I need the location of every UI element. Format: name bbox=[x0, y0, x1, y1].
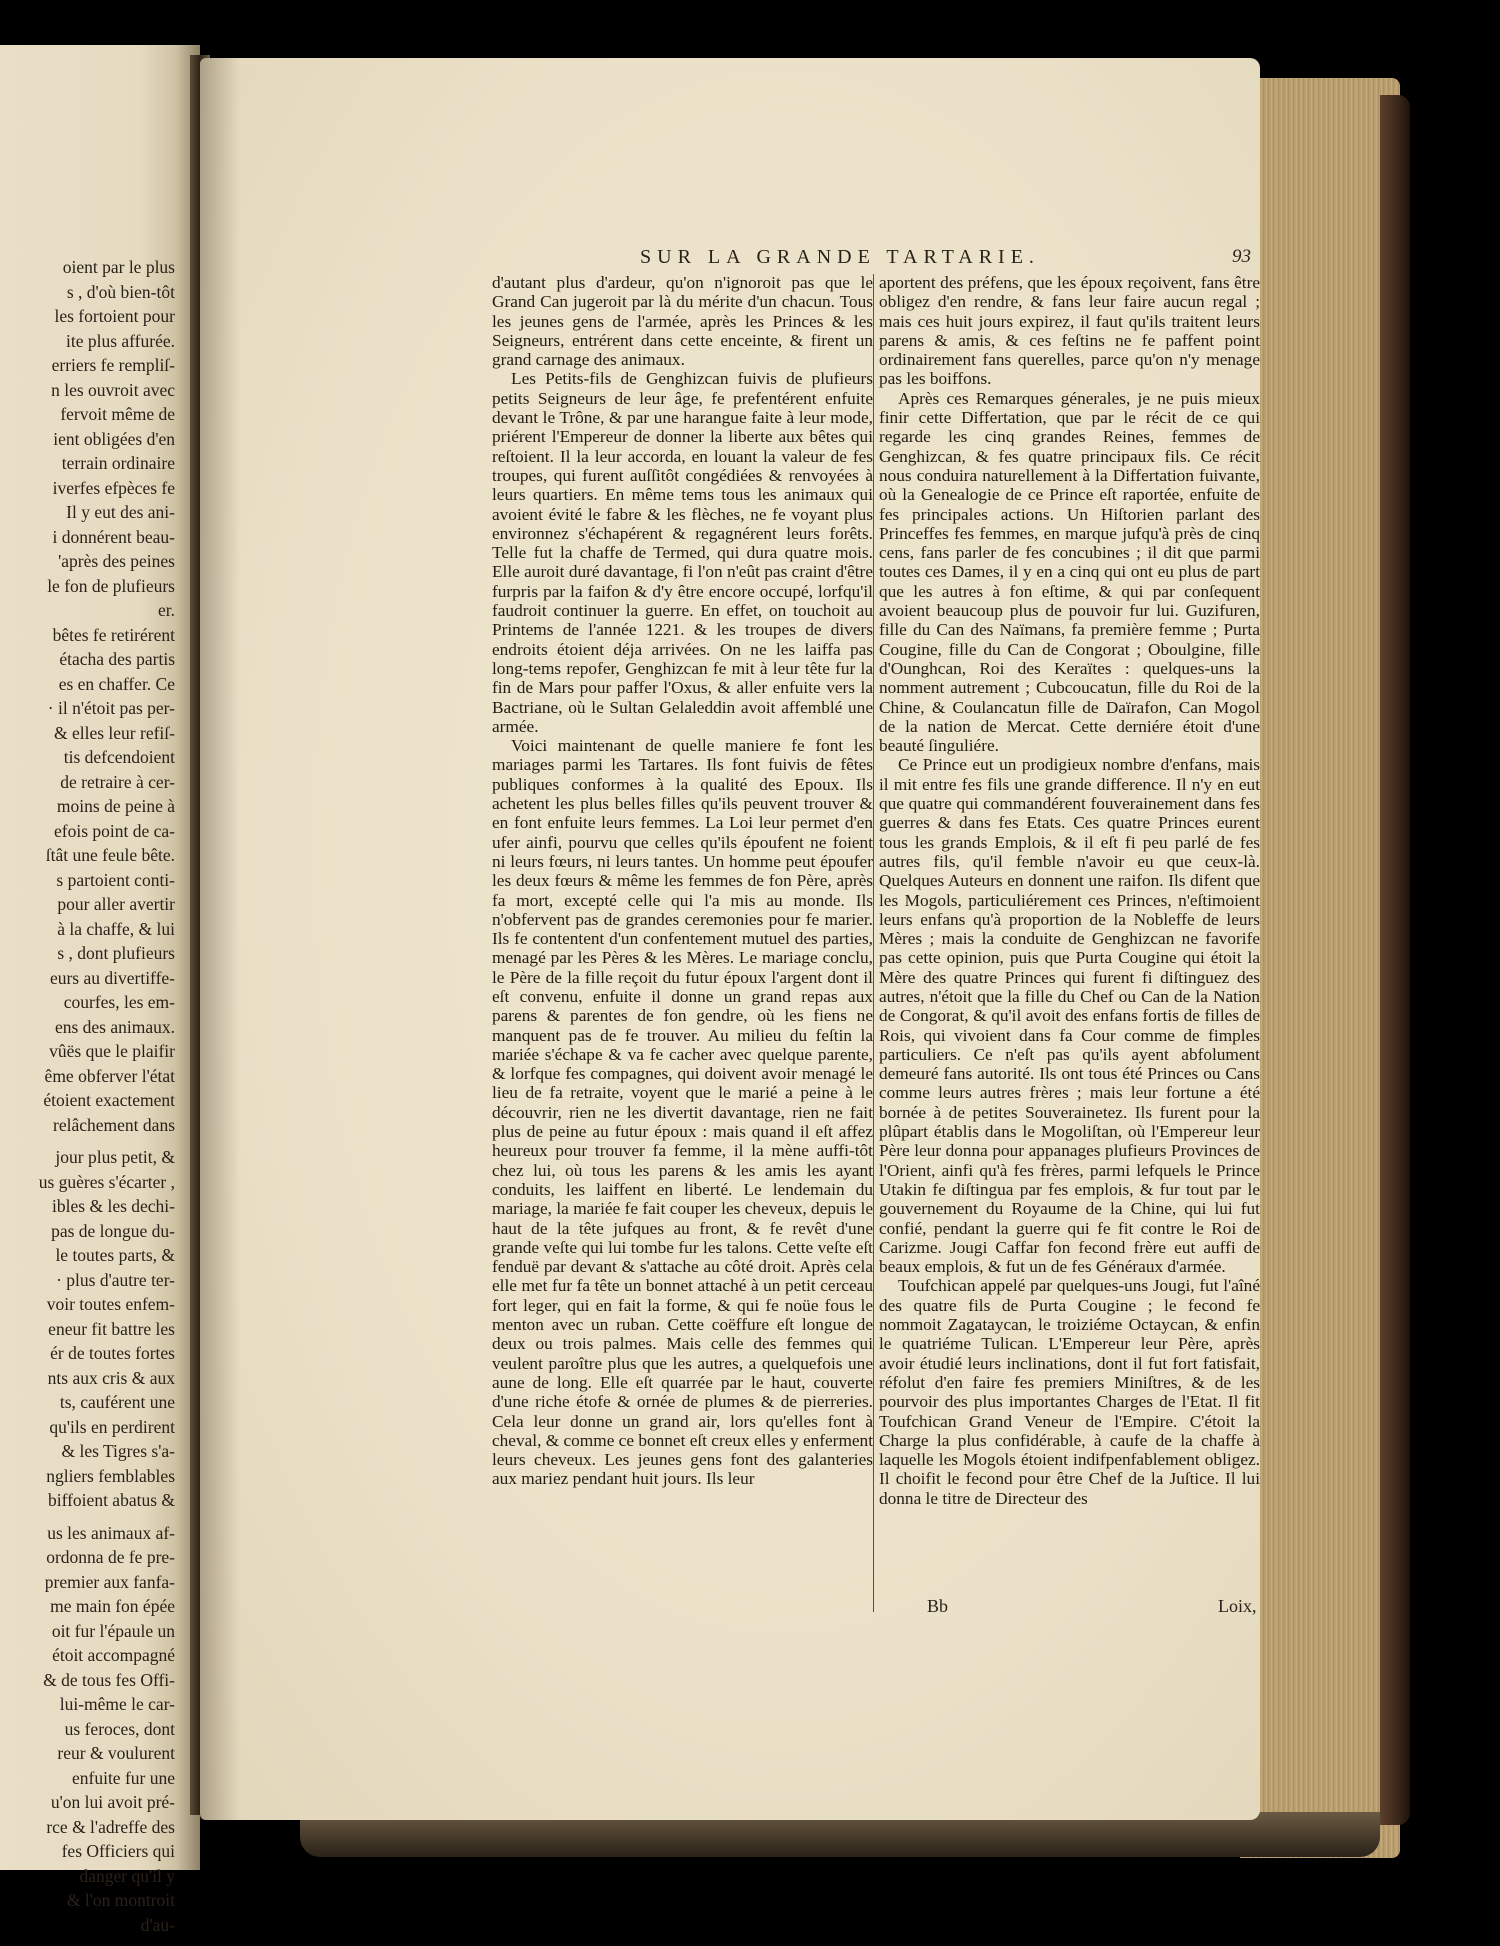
page-number: 93 bbox=[1232, 246, 1251, 267]
facing-page-line: & les Tigres s'a- bbox=[61, 1441, 175, 1461]
facing-page-line: us feroces, dont bbox=[64, 1718, 175, 1739]
facing-page-line: 'après des peines bbox=[58, 551, 175, 571]
facing-page-line: enfuite fur une bbox=[71, 1767, 175, 1788]
paragraph: Ce Prince eut un prodigieux nombre d'enfans, mais il mit entre fes fils une grande difference. Il n'y en eut que quatre qui commandérent fouverainement dans fes guerres & dans fes Etats. Ces quatre Princes eurent tous les grands Emplois, & il eſt fi peu parlé de fes autres fils, qu'il femble n'avoir eu que ceux-là. Quelques Auteurs en donnent une raifon. Ils difent que les Mogols, particuliérement ces Princes, n'eſtimoient leurs enfans qu'à proportion de la Nobleffe de leurs Mères ; mais la conduite de Genghizcan ne favorife pas cette opinion, puis que Purta Cougine qui étoit la Mère des quatre Princes qui furent fi diſtinguez des autres, n'étoit que la fille du Chef ou Can de la Nation de Congorat, & qu'il avoit des enfans fortis de filles de Rois, qui vivoient dans fa Cour comme de fimples particuliers. Ce n'eſt pas qu'ils ayent abfolument demeuré fans autorité. Ils ont tous été Princes ou Cans comme leurs autres frères ; mais leur fortune a été bornée à de petites Souverainetez. Ils furent pour la plûpart établis dans le Mogoliſtan, où l'Empereur leur Père leur donna pour appanages plufieurs Provinces de l'Orient, ainfi qu'à fes frères, parmi lefquels le Prince Utakin fe diſtingua par fes emplois, & fur tout par le gouvernement du Royaume de la Chine, qui lui fut confié, pendant la guerre qui fe fit contre le Roi de Carizme. Jougi Caffar fon fecond frère eut auffi de beaux emplois, & fut un de fes Généraux d'armée. bbox=[879, 755, 1260, 1277]
facing-page-line: vûës que le plaifir bbox=[49, 1041, 175, 1061]
facing-page-line: danger qu'il y bbox=[79, 1865, 175, 1886]
facing-page-line: me main fon épée bbox=[50, 1596, 175, 1616]
facing-page-line: pour aller avertir bbox=[57, 894, 175, 914]
facing-page-line: ordonna de fe pre- bbox=[46, 1547, 175, 1567]
facing-page-line: es en chaffer. Ce bbox=[58, 673, 175, 694]
facing-page-line: & l'on montroit bbox=[66, 1890, 175, 1910]
facing-page-line: pas de longue du- bbox=[51, 1220, 175, 1241]
facing-page-line: premier aux fanfa- bbox=[44, 1571, 175, 1592]
signature-mark: Bb bbox=[927, 1596, 949, 1616]
paragraph: Toufchican appelé par quelques-uns Jougi, fut l'aîné des quatre fils de Purta Cougine ; le fecond fe nommoit Zagataycan, le troiziéme Octaycan, & enfin le quatriéme Tulican. L'Empereur leur Père, après avoir étudié leurs inclinations, dont il fut fort fatisfait, réfolut d'en faire fes premiers Miniſtres, & de les pourvoir des plus importantes Charges de l'Etat. Il fit Toufchican Grand Veneur de l'Empire. C'étoit la Charge la plus confidérable, à caufe de la chaffe à laquelle les Mogols étoient indifpenfablement obligez. Il choifit le fecond pour être Chef de la Juſtice. Il lui donna le titre de Directeur des bbox=[879, 1276, 1260, 1508]
facing-page-line: fes Officiers qui bbox=[61, 1841, 175, 1861]
catchword: Loix, bbox=[1218, 1596, 1257, 1616]
facing-page-line: les fortoient pour bbox=[54, 306, 175, 326]
facing-page-line: iverfes efpèces fe bbox=[52, 477, 175, 498]
facing-page-line: ér de toutes fortes bbox=[50, 1343, 175, 1363]
facing-page-line: nts aux cris & aux bbox=[47, 1367, 175, 1388]
facing-page-line: à la chaffe, & lui bbox=[57, 918, 175, 939]
facing-page-text bbox=[0, 255, 175, 1937]
facing-page-line: s , dont plufieurs bbox=[57, 943, 175, 963]
facing-page-line: étacha des partis bbox=[59, 649, 175, 669]
facing-page-line: ibles & les dechi- bbox=[52, 1196, 175, 1216]
facing-page-line: lui-même le car- bbox=[59, 1694, 175, 1714]
facing-page-line: oient par le plus bbox=[62, 257, 175, 277]
paragraph: Les Petits-fils de Genghizcan fuivis de plufieurs petits Seigneurs de leur âge, fe prefentérent enfuite devant le Trône, & par une harangue faite à leur mode, priérent l'Empereur de donner la liberte aux bêtes qui reſtoient. Il la leur accorda, en louant la valeur de fes troupes, qui furent auſſitôt congédiées & renvoyées à leurs quartiers. En même tems tous les animaux qui avoient évité le fabre & les flèches, ne fe voyant plus environnez s'échapérent & regagnérent leurs forêts. Telle fut la chaffe de Termed, qui dura quatre mois. Elle auroit duré davantage, fi l'on n'eût pas craint d'être furpris par la faifon & d'y être encore occupé, lorfqu'il faudroit continuer la guerre. En effet, on touchoit au Printems de l'année 1221. & les troupes de divers endroits étoient déja arrivées. On ne les laiffa pas long-tems repofer, Genghizcan fe mit à leur tête fur la fin de Mars pour paffer l'Oxus, & aller enfuite vers la Bactriane, où le Sultan Gelaleddin avoit affemblé une armée. bbox=[492, 369, 873, 736]
facing-page-line: d'au- bbox=[140, 1914, 175, 1935]
facing-page-line: us guères s'écarter , bbox=[38, 1171, 175, 1192]
facing-page-left bbox=[0, 45, 200, 1935]
facing-page-line: · il n'étoit pas per- bbox=[47, 698, 175, 718]
facing-page-line: ts, cauférent une bbox=[59, 1392, 175, 1412]
facing-page-line: étoient exactement bbox=[43, 1090, 175, 1110]
facing-page-line: eurs au divertiffe- bbox=[49, 967, 175, 988]
running-head: SUR LA GRANDE TARTARIE. bbox=[640, 246, 1040, 268]
facing-page-line: n les ouvroit avec bbox=[51, 379, 175, 400]
facing-page-line: rce & l'adreffe des bbox=[46, 1816, 175, 1837]
facing-page-line: terrain ordinaire bbox=[61, 453, 175, 473]
facing-page-line: relâchement dans bbox=[53, 1114, 175, 1135]
facing-page-line: us les animaux af- bbox=[47, 1522, 175, 1543]
paragraph: Voici maintenant de quelle maniere fe font les mariages parmi les Tartares. Ils font fuivis de fêtes publiques conformes à la qualité des Epoux. Ils achetent les plus belles filles qu'ils peuvent trouver & en font enfuite leurs femmes. La Loi leur permet d'en ufer ainfi, pourvu que celles qu'ils époufent ne foient ni leurs fœurs, ni leurs tantes. Un homme peut époufer les deux fœurs & même les femmes de fon Père, après fa mort, excepté celle qui l'a mis au monde. Ils n'obfervent pas de grandes ceremonies pour fe marier. Ils fe contentent d'un confentement mutuel des parties, menagé par les Pères & les Mères. Le mariage conclu, le Père de la fille reçoit du futur époux l'argent dont il eſt convenu, enfuite il donne un grand repas aux parens & parentes de fon gendre, où les fiens ne manquent pas de fe trouver. Au milieu du feſtin la mariée s'échape & va fe cacher avec quelque parente, & lorfque fes compagnes, qui doivent avoir menagé le lieu de fa retraite, voyent que le marié a peine à le découvrir, rien ne les divertit davantage, rien ne fait plus de peine au futur époux : mais quand il eſt affez heureux pour trouver fa femme, il la mène auffi-tôt chez lui, où tous les parens & les amis les ayant conduits, les laiffent en liberté. Le lendemain du mariage, la mariée fe fait couper les cheveux, depuis le haut de la tête jufques au front, & fe revêt d'une grande veſte qui lui tombe fur les talons. Cette veſte eſt fenduë par devant & s'attache au côté droit. Après cela elle met fur fa tête un bonnet attaché à un petit cerceau fort leger, qui en fait la forme, & qui fe noüe fous le menton avec un ruban. Cette coëffure eſt longue de deux ou trois palmes. Mais celle des femmes qui veulent paroître plus que les autres, a quelquefois une aune de long. Elle eſt quarrée par le haut, couverte d'une riche étofe & ornée de plumes & de pierreries. Cela leur donne un grand air, lors qu'elles font à cheval, & comme ce bonnet eſt creux elles y enferment leurs cheveux. Les jeunes gens font des galanteries aux mariez pendant huit jours. Ils leur bbox=[492, 736, 873, 1489]
facing-page-line: étoit accompagné bbox=[52, 1645, 175, 1665]
facing-page-line: s , d'où bien-tôt bbox=[66, 281, 175, 302]
facing-page-line: ens des animaux. bbox=[54, 1016, 175, 1037]
page-block-edge bbox=[1240, 78, 1400, 1858]
facing-page-line: er. bbox=[157, 600, 175, 620]
facing-page-line: fervoit même de bbox=[60, 404, 175, 424]
main-page bbox=[200, 58, 1260, 1820]
facing-page-line bbox=[0, 1513, 175, 1521]
cover-edge bbox=[1380, 95, 1410, 1825]
facing-page-line: oit fur l'épaule un bbox=[51, 1620, 175, 1641]
facing-page-line: tis defcendoient bbox=[63, 747, 175, 767]
facing-page-line: courfes, les em- bbox=[63, 992, 175, 1012]
facing-page-line: biffoient abatus & bbox=[47, 1490, 175, 1510]
paragraph: Après ces Remarques génerales, je ne puis mieux finir cette Differtation, que par le récit de ce qui regarde les cinq grandes Reines, femmes de Genghizcan, & fes quatre principaux fils. Ce récit nous conduira naturellement à la Differtation fuivante, où la Genealogie de ce Prince eſt raportée, enfuite de fes principales actions. Un Hiſtorien parlant des Princeffes fes femmes, en marque jufqu'à près de cinq cens, fans parler de fes concubines ; il dit que parmi toutes ces Dames, il y en a cinq qui ont eu plus de part que les autres à fon eſtime, & qui par conſequent avoient beaucoup plus de pouvoir fur lui. Guzifuren, fille du Can des Naïmans, fa première femme ; Purta Cougine, fille du Can de Congorat ; Oboulgine, fille d'Ounghcan, Roi des Keraïtes : quelques-uns la nomment autrement ; Cubcoucatun, fille du Roi de la Chine, & Coulancatun fille de Daïrafon, Can Mogol de la nation de Mercat. Cette derniére étoit d'une beauté ſinguliére. bbox=[879, 388, 1260, 756]
facing-page-line: & de tous fes Offi- bbox=[43, 1669, 175, 1690]
facing-page-line: qu'ils en perdirent bbox=[49, 1416, 175, 1437]
paragraph: aportent des préfens, que les époux reçoivent, fans être obligez d'en rendre, & fans leur faire aucun regal ; mais ces huit jours expirez, il faut qu'ils traitent leurs parens & amis, & ces feſtins ne fe paffent point ordinairement fans querelles, parce qu'on n'y menage pas les boiffons. bbox=[879, 273, 1260, 389]
facing-page-line: le toutes parts, & bbox=[55, 1245, 175, 1265]
facing-page-line: bêtes fe retirérent bbox=[52, 624, 175, 645]
facing-page-line: moins de peine à bbox=[56, 796, 175, 816]
paragraph: d'autant plus d'ardeur, qu'on n'ignoroit pas que le Grand Can jugeroit par là du mérite d'un chacun. Tous les jeunes gens de l'armée, après les Princes & les Seigneurs, entrérent dans cette enceinte, & firent un grand carnage des animaux. bbox=[492, 273, 873, 370]
text-column-left bbox=[492, 273, 873, 1598]
facing-page-line: eneur fit battre les bbox=[48, 1318, 175, 1339]
facing-page-line: voir toutes enfem- bbox=[46, 1294, 175, 1314]
facing-page-line: le fon de plufieurs bbox=[47, 575, 175, 596]
facing-page-line: ient obligées d'en bbox=[53, 428, 175, 449]
facing-page-line: & elles leur refiſ- bbox=[54, 722, 175, 743]
facing-page-line: i donnérent beau- bbox=[52, 526, 175, 547]
facing-page-line: efois point de ca- bbox=[54, 820, 175, 841]
facing-page-line: Il y eut des ani- bbox=[66, 502, 175, 522]
facing-page-line: ſtât une feule bête. bbox=[45, 845, 175, 865]
facing-page-line: s partoient conti- bbox=[56, 869, 175, 890]
facing-page-line: erriers fe rempliſ- bbox=[51, 355, 175, 375]
facing-page-line: jour plus petit, & bbox=[55, 1147, 175, 1167]
facing-page-line: ême obferver l'état bbox=[44, 1065, 175, 1086]
facing-page-line bbox=[0, 1137, 175, 1145]
column-divider bbox=[873, 274, 874, 1612]
facing-page-line: u'on lui avoit pré- bbox=[50, 1792, 175, 1812]
facing-page-line: · plus d'autre ter- bbox=[56, 1269, 175, 1290]
facing-page-line: ite plus affurée. bbox=[65, 330, 175, 351]
facing-page-line: ngliers femblables bbox=[46, 1465, 175, 1486]
facing-page-line: reur & voulurent bbox=[57, 1743, 175, 1763]
text-column-right bbox=[879, 273, 1260, 1598]
facing-page-line: de retraire à cer- bbox=[60, 771, 175, 792]
